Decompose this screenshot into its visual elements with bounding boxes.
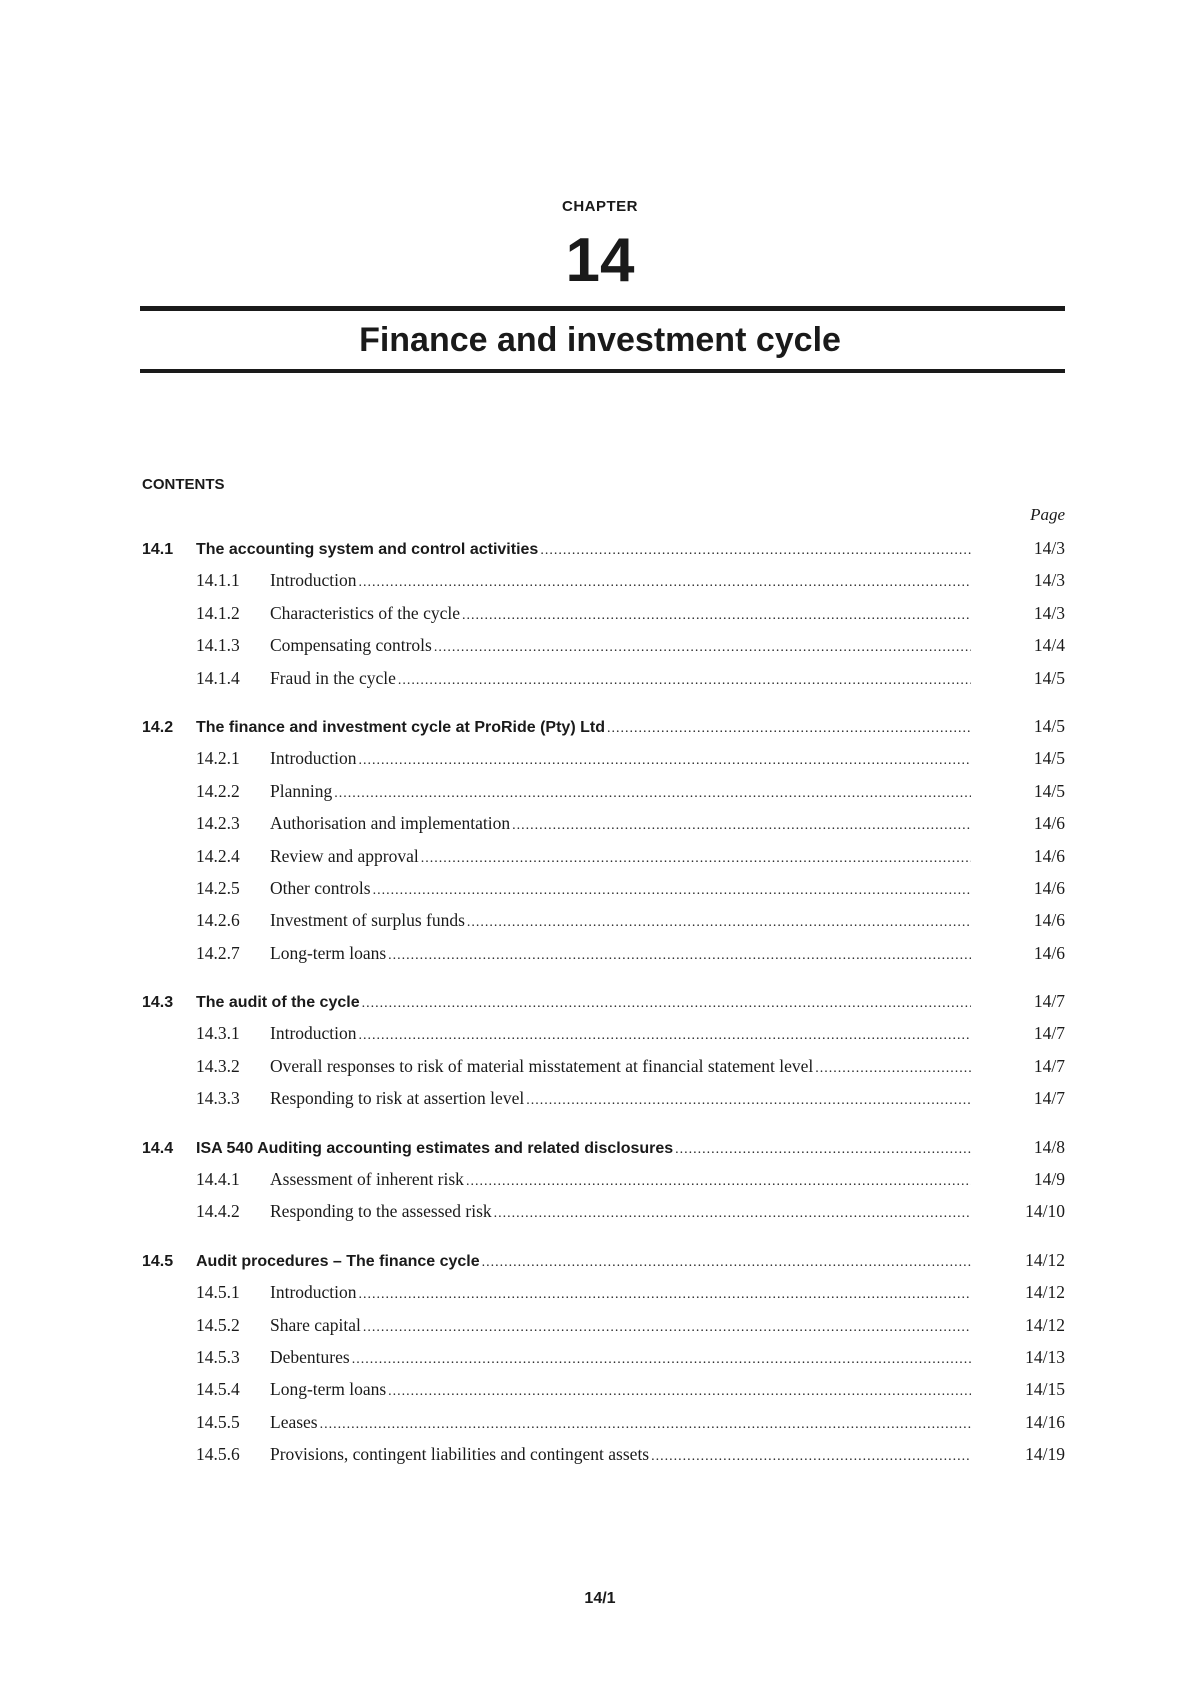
chapter-title: Finance and investment cycle — [359, 321, 841, 359]
toc-entry-title: Compensating controls — [270, 635, 432, 656]
dot-leader — [675, 1142, 971, 1158]
toc-entry-title: Planning — [270, 780, 333, 801]
dot-leader — [467, 915, 971, 931]
toc-entry-title: Long-term loans — [270, 942, 387, 963]
toc-entry-page: 14/5 — [1033, 667, 1065, 688]
toc-entry-number: 14.5.3 — [196, 1346, 240, 1367]
toc-subsection-entry[interactable] — [142, 748, 1065, 780]
toc-subsection-entry[interactable] — [142, 1088, 1065, 1120]
toc-entry-page: 14/6 — [1033, 877, 1065, 898]
title-rule-bottom — [140, 369, 1065, 373]
dot-leader — [334, 786, 971, 802]
toc-entry-number: 14.2.5 — [196, 877, 240, 898]
toc-entry-page: 14/9 — [1033, 1169, 1065, 1190]
toc-entry-title: Responding to risk at assertion level — [270, 1088, 525, 1109]
toc-entry-page: 14/7 — [1033, 1055, 1065, 1076]
toc-entry-title: Responding to the assessed risk — [270, 1201, 492, 1222]
toc-entry-page: 14/5 — [1033, 780, 1065, 801]
toc-entry-page: 14/12 — [1025, 1314, 1065, 1335]
toc-entry-number: 14.2.4 — [196, 845, 240, 866]
toc-subsection-entry[interactable] — [142, 1056, 1065, 1088]
toc-entry-number: 14.5.1 — [196, 1282, 240, 1303]
toc-entry-number: 14.1.1 — [196, 570, 240, 591]
toc-entry-title: ISA 540 Auditing accounting estimates and related disclosures — [196, 1139, 674, 1157]
dot-leader — [363, 1320, 971, 1336]
dot-leader — [359, 1028, 971, 1044]
toc-entry-page: 14/19 — [1025, 1444, 1065, 1465]
toc-subsection-entry[interactable] — [142, 1412, 1065, 1444]
toc-entry-number: 14.5.2 — [196, 1314, 240, 1335]
toc-entry-title: Introduction — [270, 748, 357, 769]
toc-section — [142, 1250, 1065, 1477]
toc-entry-number: 14.1.2 — [196, 602, 240, 623]
toc-entry-number: 14.5.4 — [196, 1379, 240, 1400]
toc-entry-page: 14/3 — [1033, 602, 1065, 623]
toc-entry-number: 14.3 — [142, 994, 174, 1012]
toc-entry-title: Long-term loans — [270, 1379, 387, 1400]
toc-entry-title: Share capital — [270, 1314, 361, 1335]
toc-subsection-entry[interactable] — [142, 910, 1065, 942]
toc-subsection-entry[interactable] — [142, 781, 1065, 813]
toc-entry-page: 14/7 — [1033, 991, 1065, 1012]
toc-subsection-entry[interactable] — [142, 846, 1065, 878]
toc-entry-number: 14.2.1 — [196, 748, 240, 769]
dot-leader — [398, 673, 971, 689]
chapter-number: 14 — [565, 226, 635, 295]
dot-leader — [651, 1449, 971, 1465]
dot-leader — [352, 1352, 971, 1368]
toc-entry-title: Investment of surplus funds — [270, 910, 465, 931]
toc-entry-title: Debentures — [270, 1346, 350, 1367]
toc-entry-page: 14/5 — [1033, 715, 1065, 736]
toc-entry-page: 14/6 — [1033, 942, 1065, 963]
toc-subsection-entry[interactable] — [142, 1379, 1065, 1411]
toc-entry-title: The audit of the cycle — [196, 994, 360, 1012]
toc-entry-page: 14/6 — [1033, 845, 1065, 866]
toc-subsection-entry[interactable] — [142, 1282, 1065, 1314]
toc-entry-number: 14.4.2 — [196, 1201, 240, 1222]
toc-entry-number: 14.1.3 — [196, 635, 240, 656]
page-number-footer: 14/1 — [584, 1590, 616, 1607]
toc-entry-title: Authorisation and implementation — [270, 813, 511, 834]
toc-entry-page: 14/6 — [1033, 813, 1065, 834]
dot-leader — [526, 1093, 971, 1109]
toc-entry-page: 14/7 — [1033, 1023, 1065, 1044]
toc-entry-title: Provisions, contingent liabilities and contingent assets — [270, 1444, 650, 1465]
toc-subsection-entry[interactable] — [142, 1169, 1065, 1201]
toc-entry-title: Characteristics of the cycle — [270, 602, 460, 623]
toc-entry-number: 14.4 — [142, 1139, 174, 1157]
toc-entry-number: 14.3.1 — [196, 1023, 240, 1044]
toc-section — [142, 991, 1065, 1121]
toc-subsection-entry[interactable] — [142, 1315, 1065, 1347]
dot-leader — [388, 948, 971, 964]
toc-subsection-entry[interactable] — [142, 1201, 1065, 1233]
toc-subsection-entry[interactable] — [142, 668, 1065, 700]
dot-leader — [466, 1174, 971, 1190]
toc-subsection-entry[interactable] — [142, 813, 1065, 845]
dot-leader — [359, 1287, 971, 1303]
toc-entry-title: Review and approval — [270, 845, 419, 866]
toc-section-heading[interactable] — [142, 1137, 1065, 1169]
toc-entry-number: 14.3.2 — [196, 1055, 240, 1076]
toc-entry-page: 14/16 — [1025, 1411, 1065, 1432]
dot-leader — [462, 608, 971, 624]
toc-subsection-entry[interactable] — [142, 635, 1065, 667]
toc-entry-title: Introduction — [270, 1023, 357, 1044]
dot-leader — [421, 851, 971, 867]
dot-leader — [482, 1255, 971, 1271]
toc-subsection-entry[interactable] — [142, 878, 1065, 910]
toc-subsection-entry[interactable] — [142, 1444, 1065, 1476]
dot-leader — [359, 753, 971, 769]
toc-entry-number: 14.2 — [142, 718, 174, 736]
toc-entry-page: 14/3 — [1033, 538, 1065, 558]
toc-subsection-entry[interactable] — [142, 1023, 1065, 1055]
toc-entry-title: Assessment of inherent risk — [270, 1169, 464, 1190]
dot-leader — [320, 1417, 971, 1433]
toc-section-heading[interactable] — [142, 538, 1065, 570]
dot-leader — [359, 575, 971, 591]
toc-entry-title: The accounting system and control activities — [196, 541, 539, 558]
dot-leader — [434, 640, 971, 656]
toc-subsection-entry[interactable] — [142, 943, 1065, 975]
toc-entry-number: 14.5.6 — [196, 1444, 240, 1465]
toc-section-heading[interactable] — [142, 716, 1065, 748]
toc-entry-page: 14/13 — [1025, 1346, 1065, 1367]
toc-subsection-entry[interactable] — [142, 1347, 1065, 1379]
toc-entry-page: 14/8 — [1033, 1136, 1065, 1157]
dot-leader — [512, 818, 971, 834]
toc-entry-number: 14.5 — [142, 1252, 174, 1270]
toc-entry-number: 14.4.1 — [196, 1169, 240, 1190]
toc-entry-number: 14.1.4 — [196, 667, 240, 688]
toc-section-heading[interactable] — [142, 1250, 1065, 1282]
toc-section — [142, 538, 1065, 700]
dot-leader — [388, 1384, 971, 1400]
toc-entry-title: Audit procedures – The finance cycle — [196, 1252, 480, 1270]
toc-entry-title: Leases — [270, 1411, 318, 1432]
toc-entry-page: 14/3 — [1033, 570, 1065, 591]
toc-entry-title: Introduction — [270, 570, 357, 591]
toc-entry-number: 14.5.5 — [196, 1411, 240, 1432]
toc-entry-title: Introduction — [270, 1282, 357, 1303]
dot-leader — [373, 883, 971, 899]
toc-entry-number: 14.3.3 — [196, 1088, 240, 1109]
toc-entry-page: 14/4 — [1033, 635, 1065, 656]
toc-entry-title: Other controls — [270, 877, 371, 898]
toc-entry-page: 14/7 — [1033, 1088, 1065, 1109]
dot-leader — [607, 721, 971, 737]
dot-leader — [494, 1206, 971, 1222]
toc-section-heading[interactable] — [142, 991, 1065, 1023]
toc-section — [142, 716, 1065, 975]
toc-entry-title: Overall responses to risk of material misstatement at financial statement level — [270, 1055, 814, 1076]
toc-entry-number: 14.2.6 — [196, 910, 240, 931]
dot-leader — [540, 543, 971, 559]
page-column-label: Page — [1030, 505, 1065, 524]
toc-subsection-entry[interactable] — [142, 570, 1065, 602]
table-of-contents — [142, 538, 1065, 1493]
toc-entry-page: 14/6 — [1033, 910, 1065, 931]
toc-entry-number: 14.2.3 — [196, 813, 240, 834]
toc-entry-number: 14.2.2 — [196, 780, 240, 801]
chapter-label: CHAPTER — [561, 198, 638, 215]
toc-entry-title: Fraud in the cycle — [270, 667, 396, 688]
toc-entry-page: 14/12 — [1025, 1282, 1065, 1303]
toc-entry-title: The finance and investment cycle at ProRide (Pty) Ltd — [196, 718, 605, 736]
toc-section — [142, 1137, 1065, 1234]
toc-entry-page: 14/10 — [1025, 1201, 1065, 1222]
contents-heading: CONTENTS — [142, 476, 225, 493]
toc-entry-page: 14/15 — [1025, 1379, 1065, 1400]
dot-leader — [362, 996, 971, 1012]
toc-entry-number: 14.1 — [142, 541, 174, 558]
toc-entry-number: 14.2.7 — [196, 942, 240, 963]
toc-subsection-entry[interactable] — [142, 603, 1065, 635]
title-rule-top — [140, 306, 1065, 311]
toc-entry-page: 14/5 — [1033, 748, 1065, 769]
dot-leader — [815, 1061, 971, 1077]
toc-entry-page: 14/12 — [1025, 1249, 1065, 1270]
